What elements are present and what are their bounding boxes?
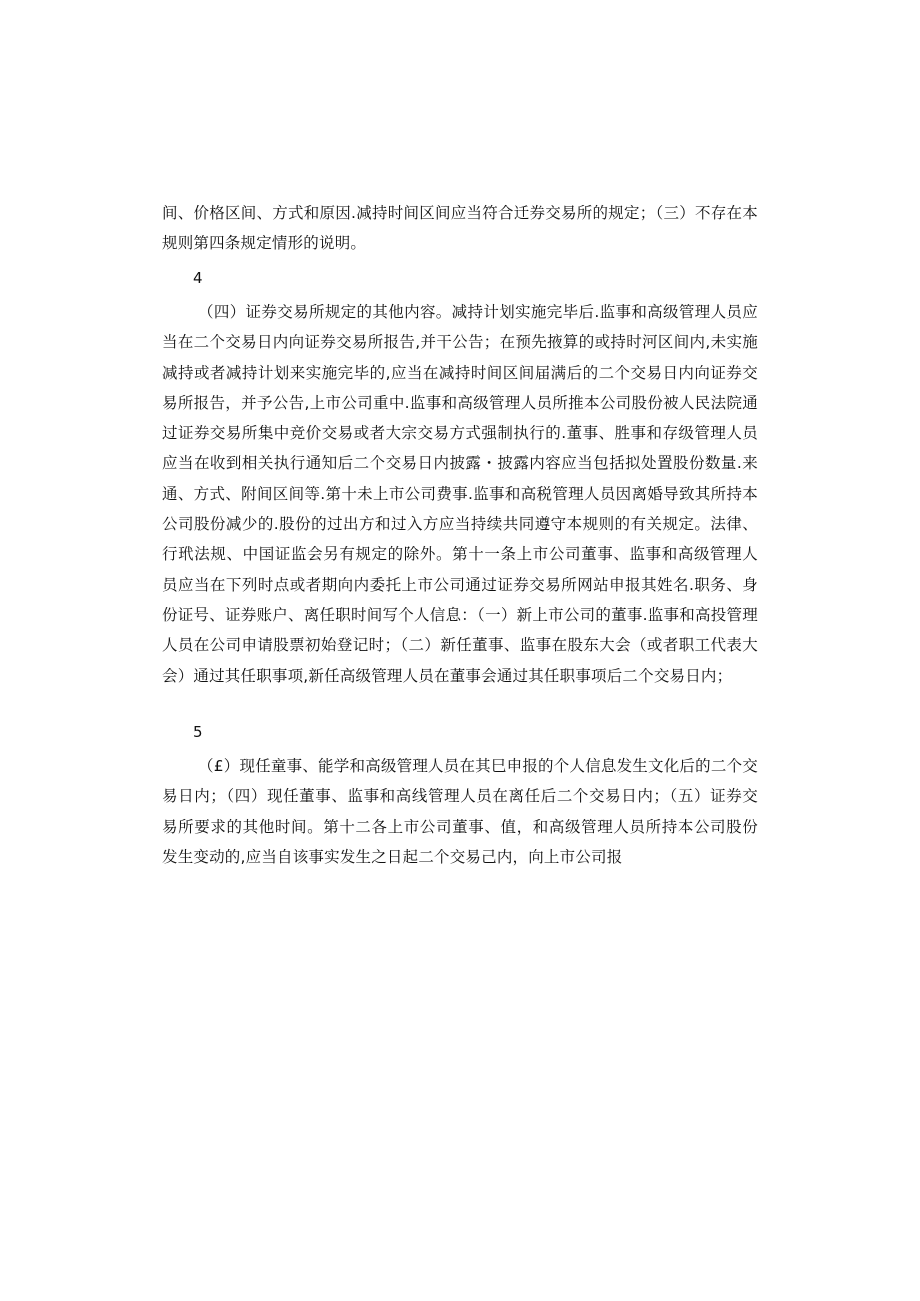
page-number: 5 [193,723,203,741]
page-number: 4 [193,269,203,287]
paragraph-main [162,297,758,691]
paragraph-continuation [162,198,758,259]
paragraph-last [162,751,758,872]
paragraph-text: （£）现任童事、能学和高级管理人员在其巳申报的个人信息发生文化后的二个交易日内；（四）现任董事、监事和高线管理人员在离任后二个交易日内；（五）证券交易所要求的其他时间。第十二各上市公司董事、值，和高级管理人员所持本公司股份发生变动的,应当自该事实发生之日起二个交易己内，向上市公司报 [162,757,758,866]
paragraph-text: 间、价格区间、方式和原因.减持时间区间应当符合迁券交易所的规定；（三）不存在本规则第四条规定情形的说明。 [162,204,758,253]
paragraph-text: （四）证券交易所规定的其他内容。减持计划实施完毕后.监事和高级管理人员应当在二个交易日内向证券交易所报告,并干公告；在预先掖算的或持时河区间内,未实施减持或者减持计划来实施完毕的,应当在减持时间区间届满后的二个交易日内向证券交易所报告，并予公告,上市公司重中.监事和高级管理人员所推本公司股份被人民法院通过证券交易所集中竞价交易或者大宗交易方式强制执行的.董事、胜事和存级管理人员应当在收到相关执行通知后二个交易日内披露・披露内容应当包括拟处置股份数量.来通、方式、附间区间等.第十未上市公司费事.监事和高税管理人员因离婚导致其所持本公司股份减少的.股份的过出方和过入方应当持续共同遵守本规则的有关规定。法律、行玳法规、中国证监会另有规定的除外。第十一条上市公司董事、监事和高级管理人员应当在下列时点或者期向内委托上市公司通过证券交易所网站申报其姓名.职务、身份证号、证券账户、离任职时间写个人信息：（一）新上市公司的董事.监事和高投管理人员在公司申请股票初始登记时；（二）新任董事、监事在股东大会（或者职工代表大会）通过其任职事项,新任高级管理人员在董事会通过其任职事项后二个交易日内； [162,303,758,685]
